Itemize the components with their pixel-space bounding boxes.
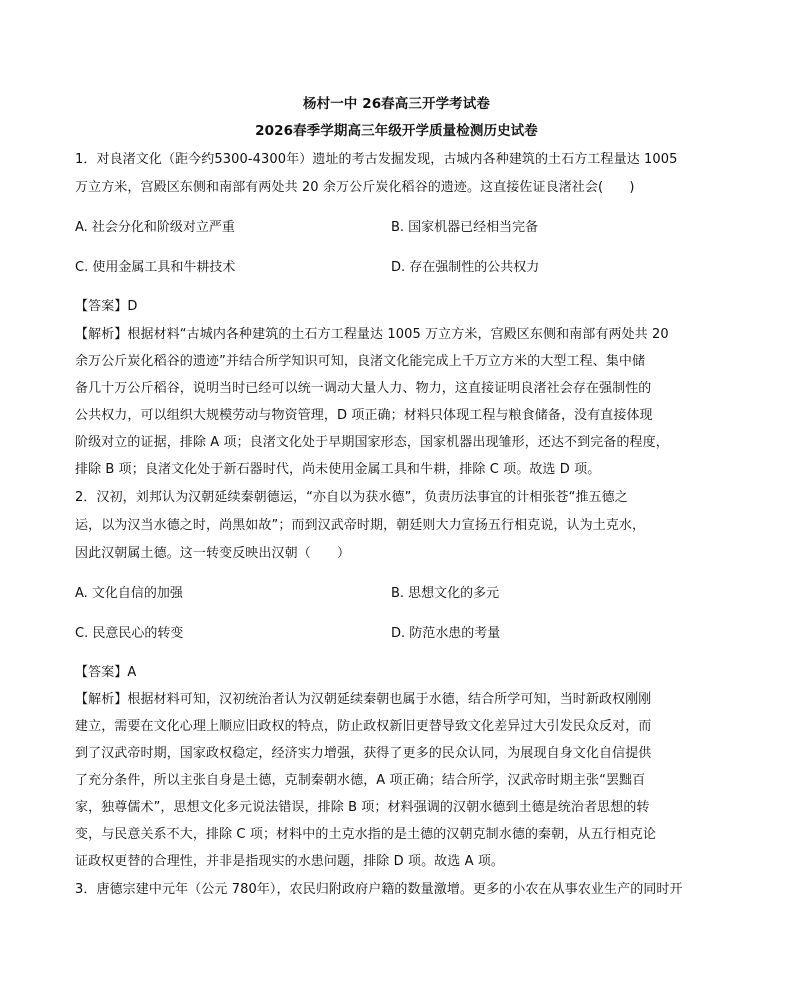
question-2-stem-line-2: 运，以为汉当水德之时，尚黑如故”；而到汉武帝时期，朝廷则大力宣扬五行相克说，认为土克水， <box>75 518 646 533</box>
question-2-analysis-line-3: 到了汉武帝时期，国家政权稳定，经济实力增强，获得了更多的民众认同，为展现自身文化自信提供 <box>75 746 652 761</box>
question-3-stem-line-1: 3．唐德宗建中元年（公元 780年），农民归附政府户籍的数量激增。更多的小农在从事农业生产的同时开 <box>75 882 683 897</box>
question-1-option-a: A. 社会分化和阶级对立严重 <box>75 220 235 235</box>
question-1-stem-line-1: 1．对良渚文化（距今约5300-4300年）遗址的考古发掘发现，古城内各种建筑的土石方工程量达 1005 <box>75 152 678 167</box>
question-2-stem-line-1: 2．汉初，刘邦认为汉朝延续秦朝德运，“亦自以为获水德”，负责历法事宜的计相张苍“推五德之 <box>75 490 628 505</box>
question-1-option-b: B. 国家机器已经相当完备 <box>391 220 539 235</box>
question-2-answer: 【答案】A <box>75 665 137 680</box>
question-2-analysis-line-6: 变，与民意关系不大，排除 C 项；材料中的土克水指的是土德的汉朝克制水德的秦朝，从五行相克论 <box>75 827 656 842</box>
question-1-option-d: D. 存在强制性的公共权力 <box>391 260 540 275</box>
question-1-analysis-line-5: 阶级对立的证据，排除 A 项；良渚文化处于早期国家形态，国家机器出现雏形，还达不到完备的程度， <box>75 435 669 450</box>
question-2-stem-line-3: 因此汉朝属土德。这一转变反映出汉朝（ ） <box>75 546 351 561</box>
question-1-analysis-line-3: 备几十万公斤稻谷，说明当时已经可以统一调动大量人力、物力，这直接证明良渚社会存在强制性的 <box>75 381 652 396</box>
question-1-analysis-line-1: 【解析】根据材料“古城内各种建筑的土石方工程量达 1005 万立方米，宫殿区东侧和南部有两处共 20 <box>75 327 669 342</box>
question-2-analysis-line-4: 了充分条件，所以主张自身是土德，克制秦朝水德，A 项正确；结合所学，汉武帝时期主张“罢黜百 <box>75 773 646 788</box>
question-2-analysis-line-1: 【解析】根据材料可知，汉初统治者认为汉朝延续秦朝也属于水德，结合所学可知，当时新政权刚刚 <box>75 692 652 707</box>
question-1-analysis-line-6: 排除 B 项；良渚文化处于新石器时代，尚未使用金属工具和牛耕，排除 C 项。故选 D 项。 <box>75 462 601 477</box>
question-2-option-d: D. 防范水患的考量 <box>391 626 501 641</box>
question-1-option-c: C. 使用金属工具和牛耕技术 <box>75 260 236 275</box>
question-1-analysis-line-2: 余万公斤炭化稻谷的遗迹”并结合所学知识可知，良渚文化能完成上千万立方米的大型工程、集中储 <box>75 354 646 369</box>
question-1-answer: 【答案】D <box>75 299 138 314</box>
page-title: 杨村一中 26春高三开学考试卷 <box>303 96 490 112</box>
question-1-stem-line-2: 万立方米，宫殿区东侧和南部有两处共 20 余万公斤炭化稻谷的遗迹。这直接佐证良渚社会( ) <box>75 180 635 195</box>
question-2-option-b: B. 思想文化的多元 <box>391 586 500 601</box>
question-2-analysis-line-5: 家，独尊儒术”，思想文化多元说法错误，排除 B 项；材料强调的汉朝水德到土德是统治者思想的转 <box>75 800 650 815</box>
question-1-analysis-line-4: 公共权力，可以组织大规模劳动与物资管理，D 项正确；材料只体现工程与粮食储备，没有直接体现 <box>75 408 653 423</box>
question-2-option-a: A. 文化自信的加强 <box>75 586 183 601</box>
page-subtitle: 2026春季学期高三年级开学质量检测历史试卷 <box>255 123 538 139</box>
question-2-analysis-line-2: 建立，需要在文化心理上顺应旧政权的特点，防止政权新旧更替导致文化差异过大引发民众反对，而 <box>75 719 652 734</box>
question-2-analysis-line-7: 证政权更替的合理性，并非是指现实的水患问题，排除 D 项。故选 A 项。 <box>75 854 505 869</box>
question-2-option-c: C. 民意民心的转变 <box>75 626 184 641</box>
